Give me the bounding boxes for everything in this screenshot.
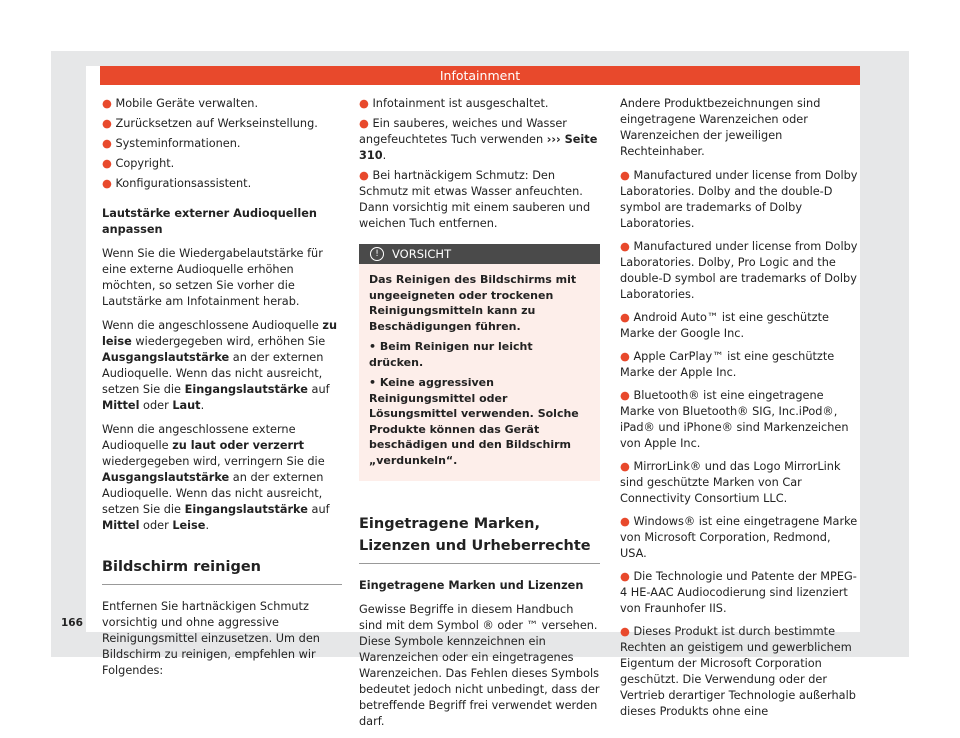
bullet-icon: ●: [620, 389, 630, 402]
bullet-icon: ●: [102, 157, 112, 170]
bullet-icon: ●: [620, 350, 630, 363]
list-item: ● Manufactured under license from Dolby Laboratories. Dolby, Pro Logic and the double-D symbol are trademarks of Dolby Laboratories.: [620, 240, 858, 301]
list-item: ● Zurücksetzen auf Werkseinstellung.: [102, 117, 318, 130]
paragraph: Wenn die angeschlossene Audioquelle zu leise wiedergegeben wird, erhöhen Sie Ausgangslautstärke an der externen Audioquelle. Wenn das nicht ausreicht, setzen Sie die Eingangslautstärke auf Mittel oder Laut.: [102, 319, 337, 412]
subheading: Lautstärke externer Audioquellen anpassen: [102, 207, 317, 236]
list-item: ● Copyright.: [102, 157, 175, 170]
page-number: 166: [61, 617, 83, 629]
paragraph: Wenn Sie die Wiedergabelautstärke für eine externe Audioquelle erhöhen möchten, so setzen Sie vorher die Lautstärke am Infotainment herab.: [102, 247, 323, 308]
list-item: ● Windows® ist eine eingetragene Marke von Microsoft Corporation, Redmond, USA.: [620, 515, 858, 560]
bullet-icon: ●: [102, 117, 112, 130]
bullet-icon: ●: [620, 460, 630, 473]
bullet-icon: ●: [620, 515, 630, 528]
paragraph: Wenn die angeschlossene externe Audioquelle zu laut oder verzerrt wiedergegeben wird, verringern Sie die Ausgangslautstärke an der externen Audioquelle. Wenn das nicht ausreicht, setzen Sie die Eingangslautstärke auf Mittel oder Leise.: [102, 423, 330, 532]
list-item: ● Konfigurationsassistent.: [102, 177, 252, 190]
warning-icon: !: [370, 247, 384, 261]
bullet-icon: ●: [102, 177, 112, 190]
list-item: ● Die Technologie und Patente der MPEG-4 HE-AAC Audiocodierung sind lizenziert von Fraunhofer IIS.: [620, 570, 857, 615]
bullet-icon: ●: [620, 169, 630, 182]
column-1: [102, 96, 342, 687]
bullet-icon: ●: [359, 117, 369, 130]
bullet-icon: ●: [620, 570, 630, 583]
warning-header: [359, 244, 600, 264]
list-item: • Keine aggressiven Reinigungsmittel oder Lösungsmittel verwenden. Solche Produkte können das Gerät beschädigen und den Bildschirm „verdunkeln“.: [369, 376, 579, 467]
page-header: [100, 66, 860, 85]
warning-body: [359, 264, 600, 481]
column-3: [620, 96, 860, 727]
warning-box: [359, 244, 600, 481]
bullet-icon: ●: [620, 625, 630, 638]
list-item: ● Dieses Produkt ist durch bestimmte Rechten an geistigem und gewerblichem Eigentum der Microsoft Corporation geschützt. Die Verwendung oder der Vertrieb derartiger Technologie außerhalb dieses Produkts ohne eine: [620, 625, 856, 718]
list-item: ● Mobile Geräte verwalten.: [102, 97, 259, 110]
list-item: ● Apple CarPlay™ ist eine geschützte Marke der Apple Inc.: [620, 350, 835, 379]
list-item: ● Systeminformationen.: [102, 137, 241, 150]
section-heading: Bildschirm reinigen: [102, 548, 342, 585]
bullet-icon: ●: [620, 240, 630, 253]
list-item: ● Manufactured under license from Dolby Laboratories. Dolby and the double-D symbol are trademarks of Dolby Laboratories.: [620, 169, 858, 230]
list-item: ● MirrorLink® und das Logo MirrorLink sind geschützte Marken von Car Connectivity Consortium LLC.: [620, 460, 841, 505]
list-item: ● Bluetooth® ist eine eingetragene Marke von Bluetooth® SIG, Inc.iPod®, iPad® und iPhone® sind Markenzeichen von Apple Inc.: [620, 389, 849, 450]
header-title: Infotainment: [439, 68, 521, 83]
list-item: ● Infotainment ist ausgeschaltet.: [359, 97, 549, 110]
bullet-icon: ●: [102, 97, 112, 110]
bullet-icon: ●: [359, 97, 369, 110]
list-item: • Beim Reinigen nur leicht drücken.: [369, 340, 533, 369]
paragraph: Gewisse Begriffe in diesem Handbuch sind mit dem Symbol ® oder ™ versehen. Diese Symbole kennzeichnen ein Warenzeichen oder ein eingetragenes Warenzeichen. Das Fehlen dieses Symbols bedeutet jedoch nicht unbedingt, dass der betreffende Begriff frei verwendet werden darf.: [359, 603, 600, 728]
subheading: Eingetragene Marken und Lizenzen: [359, 579, 584, 592]
warning-title: VORSICHT: [392, 247, 452, 261]
list-item: ● Ein sauberes, weiches und Wasser angefeuchtetes Tuch verwenden ››› Seite 310.: [359, 117, 598, 162]
warning-text: Das Reinigen des Bildschirms mit ungeeigneten oder trockenen Reinigungsmitteln kann zu Beschädigungen führen.: [369, 273, 577, 333]
bullet-icon: ●: [359, 169, 369, 182]
list-item: ● Android Auto™ ist eine geschützte Marke der Google Inc.: [620, 311, 829, 340]
section-heading: Eingetragene Marken, Lizenzen und Urheberrechte: [359, 505, 600, 564]
bullet-icon: ●: [102, 137, 112, 150]
page-reference-link[interactable]: ››› Seite 310: [359, 133, 598, 162]
paragraph: Andere Produktbezeichnungen sind eingetragene Warenzeichen oder Warenzeichen der jeweiligen Rechteinhaber.: [620, 97, 821, 158]
column-2: [359, 96, 600, 738]
paragraph: Entfernen Sie hartnäckigen Schmutz vorsichtig und ohne aggressive Reinigungsmittel einzusetzen. Um den Bildschirm zu reinigen, empfehlen wir Folgendes:: [102, 600, 320, 677]
bullet-icon: ●: [620, 311, 630, 324]
list-item: ● Bei hartnäckigem Schmutz: Den Schmutz mit etwas Wasser anfeuchten. Dann vorsichtig mit einem sauberen und weichen Tuch entfernen.: [359, 169, 591, 230]
